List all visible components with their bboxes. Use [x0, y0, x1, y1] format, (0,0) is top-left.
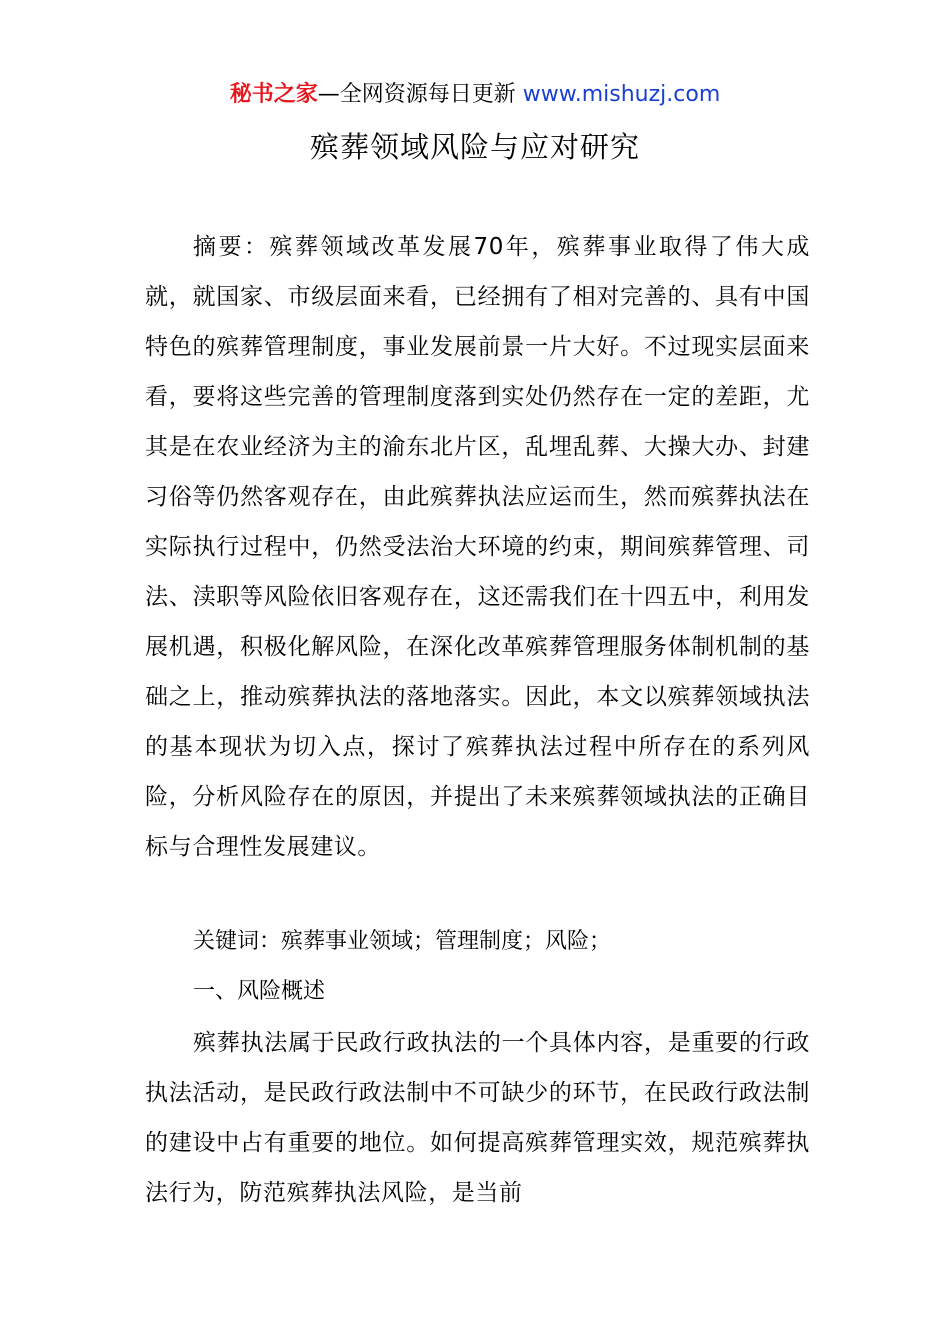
abstract-text: 摘要：殡葬领域改革发展70年，殡葬事业取得了伟大成就，就国家、市级层面来看，已经拥有了相对完善的、具有中国特色的殡葬管理制度，事业发展前景一片大好。不过现实层面来看，要将这些完善的管理制度落到实处仍然存在一定的差距，尤其是在农业经济为主的渝东北片区，乱埋乱葬、大操大办、封建习俗等仍然客观存在，由此殡葬执法应运而生，然而殡葬执法在实际执行过程中，仍然受法治大环境的约束，期间殡葬管理、司法、渎职等风险依旧客观存在，这还需我们在十四五中，利用发展机遇，积极化解风险，在深化改革殡葬管理服务体制机制的基础之上，推动殡葬执法的落地落实。因此，本文以殡葬领域执法的基本现状为切入点，探讨了殡葬执法过程中所存在的系列风险，分析风险存在的原因，并提出了未来殡葬领域执法的正确目标与合理性发展建议。	[145, 234, 810, 860]
abstract-paragraph	[145, 222, 810, 872]
keywords-line: 关键词：殡葬事业领域；管理制度；风险；	[193, 929, 612, 954]
document-title: 殡葬领域风险与应对研究	[309, 130, 640, 164]
site-header	[0, 80, 950, 110]
site-url-link[interactable]: www.mishuzj.com	[522, 82, 721, 107]
brand-name: 秘书之家	[229, 82, 318, 107]
header-tagline: —全网资源每日更新	[317, 82, 523, 107]
section-heading: 一、风险概述	[193, 979, 326, 1004]
section-paragraph	[145, 1018, 810, 1218]
section-paragraph-text: 殡葬执法属于民政行政执法的一个具体内容，是重要的行政执法活动，是民政行政法制中不可缺少的环节，在民政行政法制的建设中占有重要的地位。如何提高殡葬管理实效，规范殡葬执法行为，防范殡葬执法风险，是当前	[145, 1030, 810, 1206]
